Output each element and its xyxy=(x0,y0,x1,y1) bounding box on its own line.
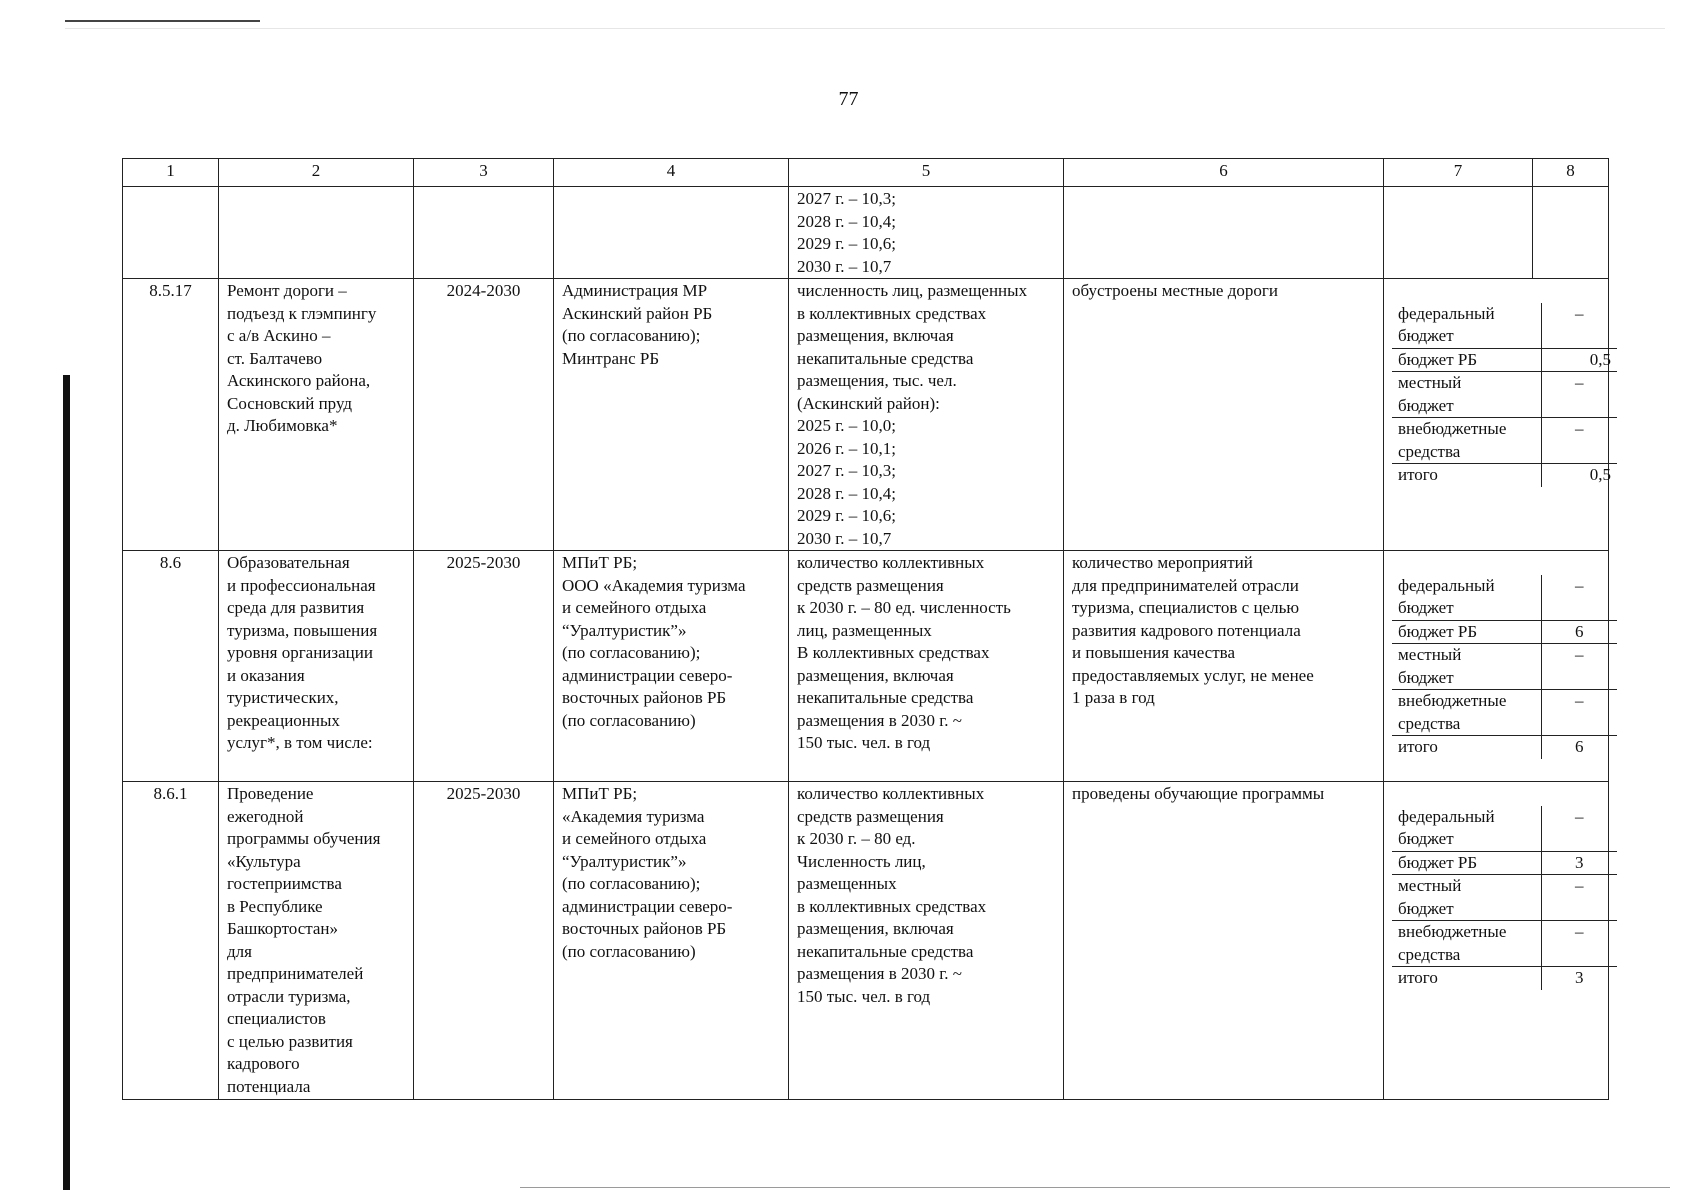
item-result: обустроены местные дороги xyxy=(1064,279,1384,551)
finance-row xyxy=(1392,575,1617,621)
item-executor: МПиТ РБ; ООО «Академия туризма и семейного отдыха “Уралтуристик”» (по согласованию); администрации северо- восточных районов РБ (по согласованию) xyxy=(554,551,789,782)
finance-value: – xyxy=(1541,644,1617,690)
scan-artifact-line xyxy=(65,20,260,22)
item-indicator: количество коллективных средств размещения к 2030 г. – 80 ед. численность лиц, размещенных В коллективных средствах размещения, включая некапитальные средства размещения в 2030 г. ~ 150 тыс. чел. в год xyxy=(789,551,1064,782)
item-number: 8.5.17 xyxy=(123,279,219,551)
item-executor: МПиТ РБ; «Академия туризма и семейного отдыха “Уралтуристик”» (по согласованию); администрации северо- восточных районов РБ (по согласованию) xyxy=(554,782,789,1100)
item-name: Ремонт дороги – подъезд к глэмпингу с а/в Аскино – ст. Балтачево Аскинского района, Сосновский пруд д. Любимовка* xyxy=(219,279,414,551)
item-period: 2025-2030 xyxy=(414,551,554,782)
table-cell xyxy=(1533,187,1609,279)
header-cell: 2 xyxy=(219,159,414,187)
page-number: 77 xyxy=(838,88,859,110)
finance-source: итого xyxy=(1398,465,1438,484)
item-result: количество мероприятий для предпринимателей отрасли туризма, специалистов с целью развития кадрового потенциала и повышения качества предоставляемых услуг, не менее 1 раза в год xyxy=(1064,551,1384,782)
finance-cell xyxy=(1384,782,1609,1100)
header-cell: 7 xyxy=(1384,159,1533,187)
finance-source: внебюджетные средства xyxy=(1392,921,1541,967)
finance-source: итого xyxy=(1398,737,1438,756)
finance-value: 6 xyxy=(1541,736,1617,759)
item-number: 8.6.1 xyxy=(123,782,219,1100)
finance-row xyxy=(1392,620,1617,644)
finance-row xyxy=(1392,851,1617,875)
finance-table xyxy=(1392,806,1617,990)
finance-value: 0,5 xyxy=(1541,464,1617,487)
item-executor: Администрация МР Аскинский район РБ (по согласованию); Минтранс РБ xyxy=(554,279,789,551)
scan-artifact-line xyxy=(65,28,1665,29)
finance-source: местный бюджет xyxy=(1392,875,1541,921)
finance-value: – xyxy=(1541,875,1617,921)
finance-cell xyxy=(1384,279,1609,551)
finance-row xyxy=(1392,303,1617,349)
finance-source: внебюджетные средства xyxy=(1392,690,1541,736)
item-number: 8.6 xyxy=(123,551,219,782)
table-cell xyxy=(219,187,414,279)
finance-value: 3 xyxy=(1541,967,1617,990)
scan-artifact-line xyxy=(520,1187,1670,1188)
header-row xyxy=(123,159,1609,187)
table-row xyxy=(123,551,1609,782)
finance-row xyxy=(1392,644,1617,690)
finance-value: – xyxy=(1541,372,1617,418)
finance-row xyxy=(1392,806,1617,852)
finance-row xyxy=(1392,464,1617,487)
finance-row xyxy=(1392,418,1617,464)
finance-cell xyxy=(1384,551,1609,782)
item-result: проведены обучающие программы xyxy=(1064,782,1384,1100)
finance-source: бюджет РБ xyxy=(1392,348,1541,372)
table-cell xyxy=(1384,187,1533,279)
finance-value: – xyxy=(1541,921,1617,967)
item-period: 2025-2030 xyxy=(414,782,554,1100)
item-period: 2024-2030 xyxy=(414,279,554,551)
item-name: Проведение ежегодной программы обучения «Культура гостеприимства в Республике Башкортостан» для предпринимателей отрасли туризма, специалистов с целью развития кадрового потенциала xyxy=(219,782,414,1100)
header-cell: 8 xyxy=(1533,159,1609,187)
table-cell xyxy=(123,187,219,279)
finance-source: федеральный бюджет xyxy=(1392,303,1541,349)
item-name: Образовательная и профессиональная среда для развития туризма, повышения уровня организации и оказания туристических, рекреационных услуг*, в том числе: xyxy=(219,551,414,782)
finance-row xyxy=(1392,348,1617,372)
continuation-row xyxy=(123,187,1609,279)
header-cell: 3 xyxy=(414,159,554,187)
finance-source: федеральный бюджет xyxy=(1392,575,1541,621)
finance-source: местный бюджет xyxy=(1392,644,1541,690)
finance-value: 3 xyxy=(1541,851,1617,875)
item-indicator: численность лиц, размещенных в коллективных средствах размещения, включая некапитальные средства размещения, тыс. чел. (Аскинский район): 2025 г. – 10,0; 2026 г. – 10,1; 2027 г. – 10,3; 2028 г. – 10,4; 2029 г. – 10,6; 2030 г. – 10,7 xyxy=(789,279,1064,551)
indicator-cell: 2027 г. – 10,3; 2028 г. – 10,4; 2029 г. – 10,6; 2030 г. – 10,7 xyxy=(789,187,1064,279)
table-cell xyxy=(554,187,789,279)
table-cell xyxy=(1064,187,1384,279)
item-indicator: количество коллективных средств размещения к 2030 г. – 80 ед. Численность лиц, размещенных в коллективных средствах размещения, включая некапитальные средства размещения в 2030 г. ~ 150 тыс. чел. в год xyxy=(789,782,1064,1100)
finance-value: 0,5 xyxy=(1541,348,1617,372)
finance-value: – xyxy=(1541,303,1617,349)
finance-value: – xyxy=(1541,690,1617,736)
finance-source: внебюджетные средства xyxy=(1392,418,1541,464)
finance-row xyxy=(1392,967,1617,990)
header-cell: 1 xyxy=(123,159,219,187)
table-row xyxy=(123,782,1609,1100)
table-cell xyxy=(414,187,554,279)
finance-row xyxy=(1392,736,1617,759)
finance-source: бюджет РБ xyxy=(1392,620,1541,644)
finance-source: бюджет РБ xyxy=(1392,851,1541,875)
finance-row xyxy=(1392,690,1617,736)
program-table xyxy=(122,158,1609,1100)
finance-row xyxy=(1392,921,1617,967)
header-cell: 4 xyxy=(554,159,789,187)
finance-source: итого xyxy=(1398,968,1438,987)
finance-table xyxy=(1392,575,1617,759)
table-row xyxy=(123,279,1609,551)
finance-value: – xyxy=(1541,575,1617,621)
finance-source: федеральный бюджет xyxy=(1392,806,1541,852)
finance-source: местный бюджет xyxy=(1392,372,1541,418)
finance-value: 6 xyxy=(1541,620,1617,644)
finance-value: – xyxy=(1541,806,1617,852)
finance-value: – xyxy=(1541,418,1617,464)
finance-row xyxy=(1392,875,1617,921)
finance-table xyxy=(1392,303,1617,487)
scan-binding-edge xyxy=(63,375,70,1190)
header-cell: 6 xyxy=(1064,159,1384,187)
header-cell: 5 xyxy=(789,159,1064,187)
finance-row xyxy=(1392,372,1617,418)
